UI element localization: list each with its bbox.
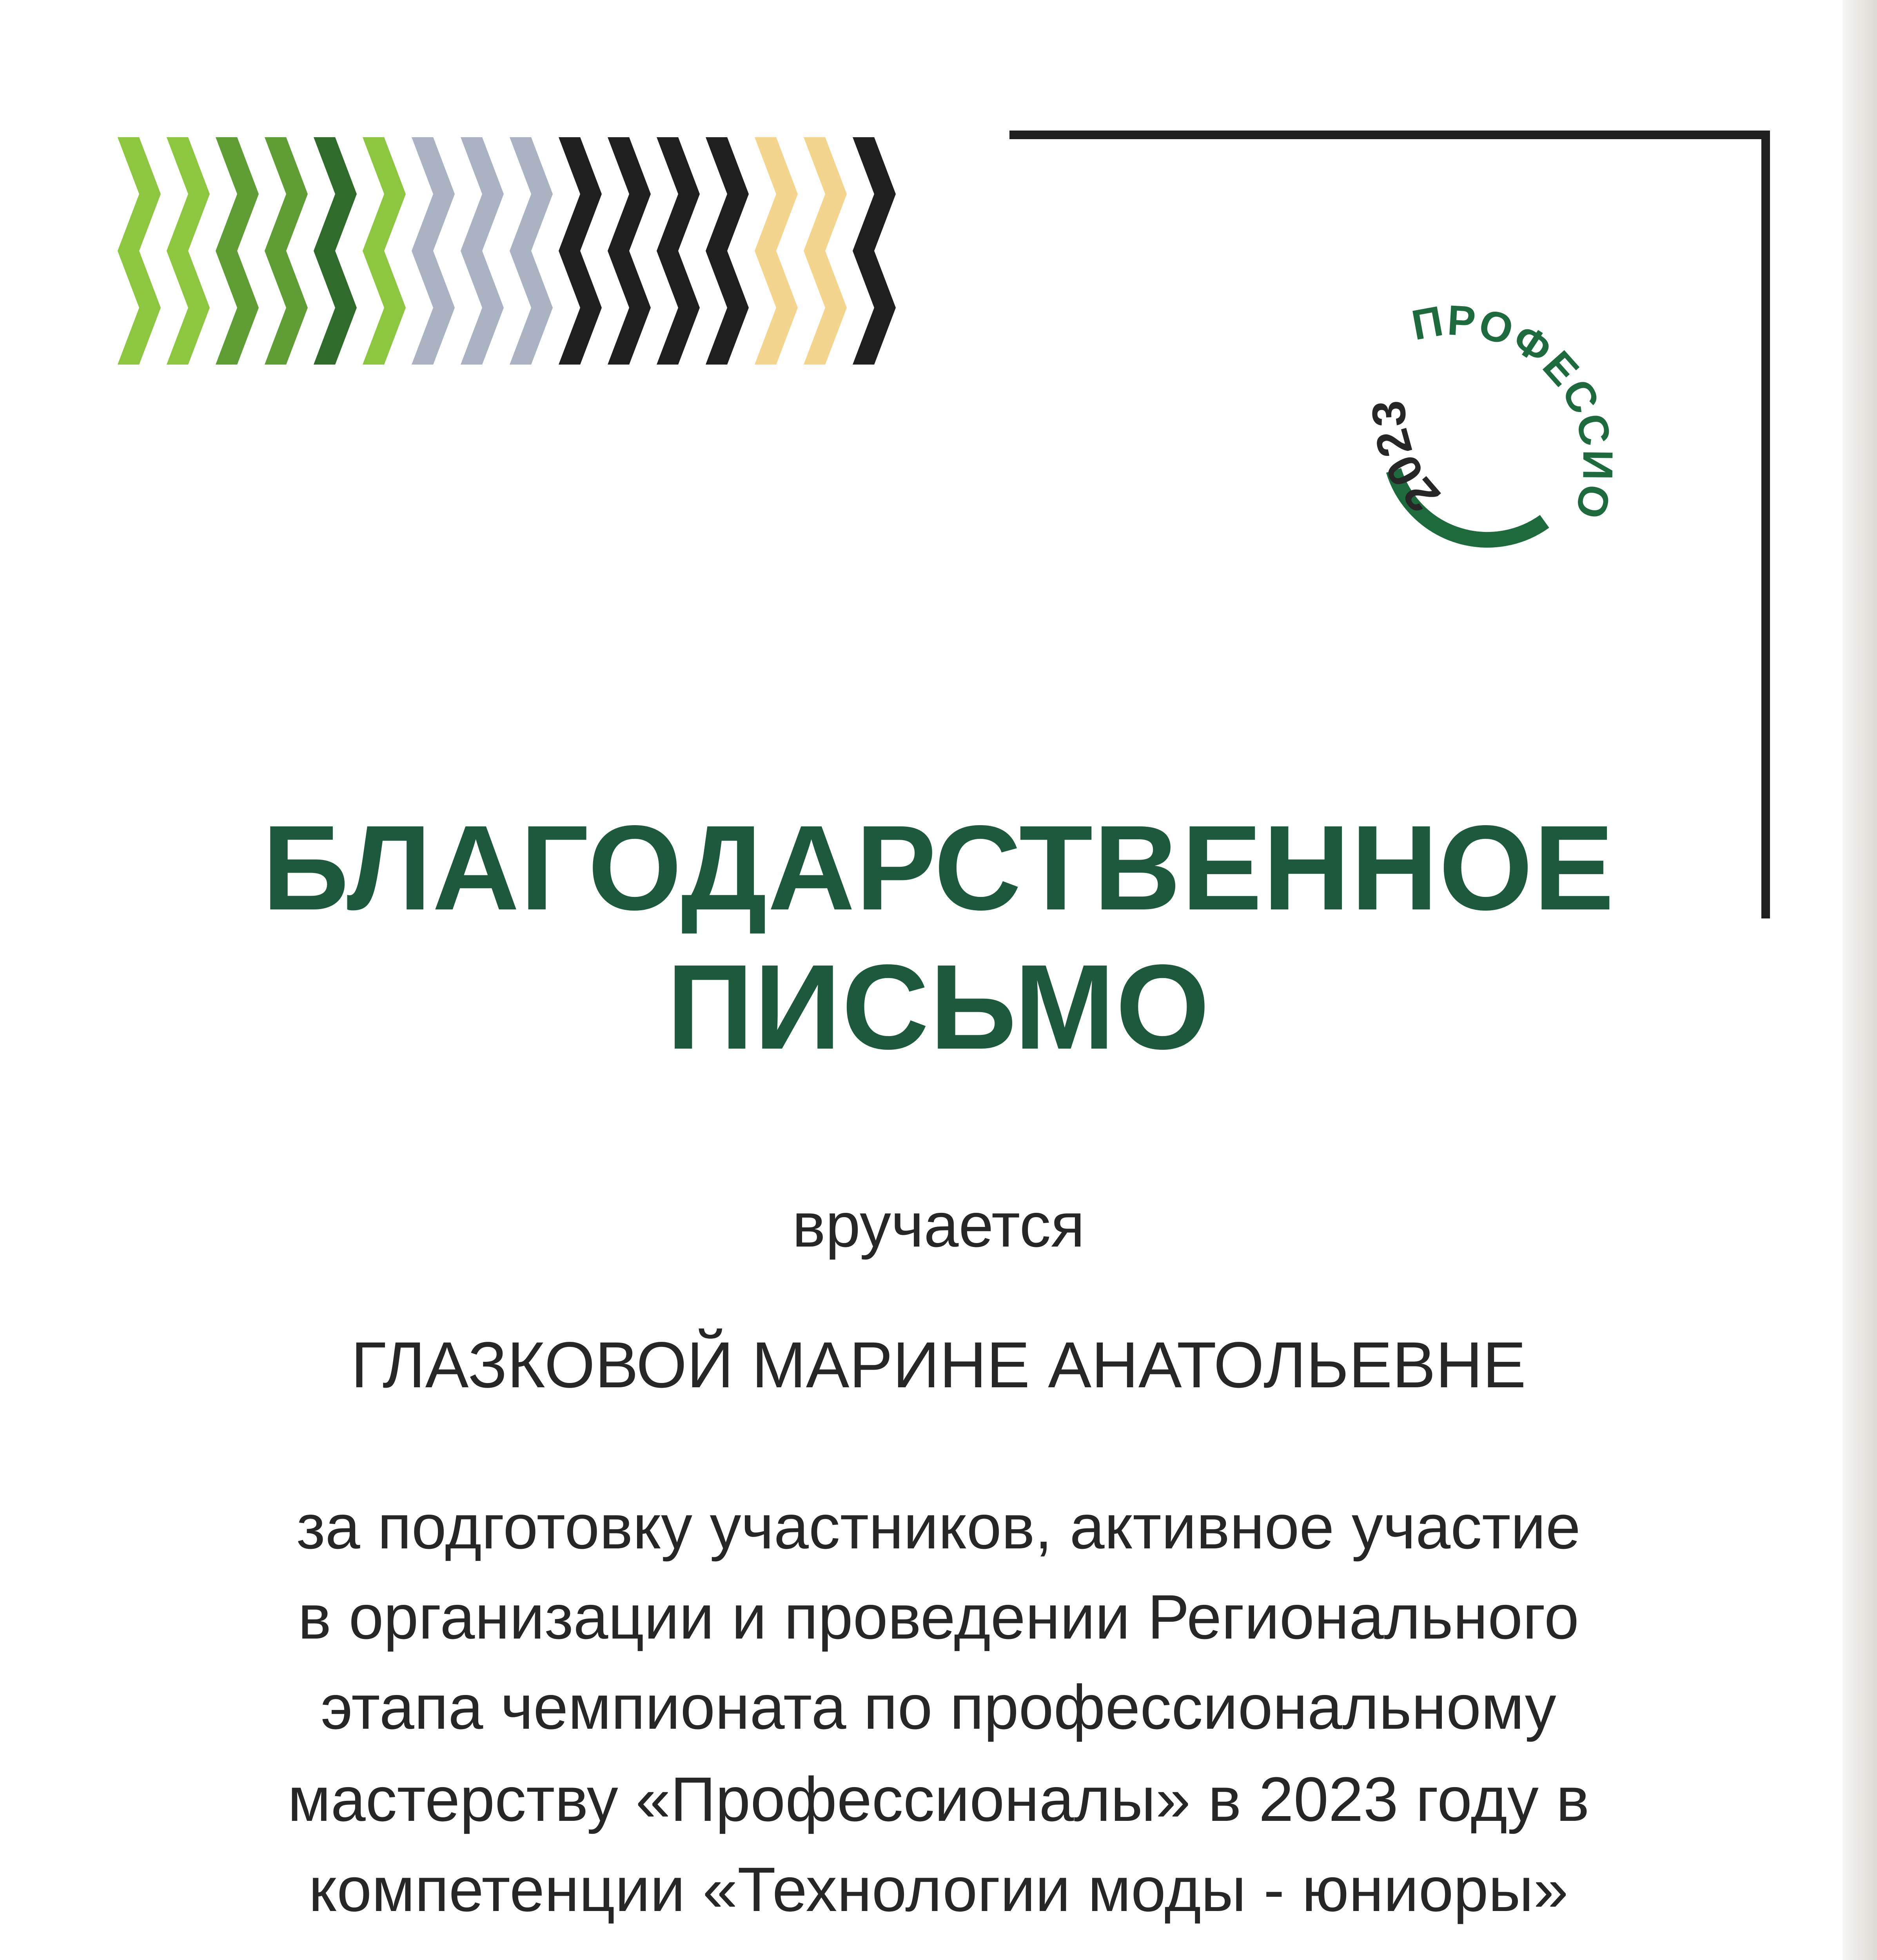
chevron-mark — [608, 137, 651, 251]
frame-top-right-horizontal — [1009, 131, 1770, 139]
recipient-name: ГЛАЗКОВОЙ МАРИНЕ АНАТОЛЬЕВНЕ — [351, 1329, 1526, 1401]
chevron-mark — [461, 137, 504, 251]
chevron-mark — [804, 137, 847, 251]
reason-line: компетенции «Технологии моды - юниоры» — [309, 1854, 1568, 1924]
document-title-line1: БЛАГОДАРСТВЕННОЕ — [262, 800, 1615, 935]
chevron-mark — [706, 251, 749, 365]
chevron-mark — [314, 137, 357, 251]
chevron-mark — [804, 251, 847, 365]
chevron-mark — [118, 251, 161, 365]
chevron-mark — [412, 251, 455, 365]
chevron-mark — [559, 137, 602, 251]
chevron-mark — [853, 251, 896, 365]
professionals-2023-logo — [1325, 251, 1646, 572]
chevron-mark — [216, 251, 259, 365]
chevron-mark — [363, 137, 406, 251]
chevron-mark — [755, 137, 798, 251]
top-chevron-band-icon — [118, 137, 909, 365]
chevron-mark — [167, 137, 210, 251]
chevron-mark — [608, 251, 651, 365]
chevron-mark — [510, 251, 553, 365]
chevron-mark — [755, 251, 798, 365]
document-title-line2: ПИСЬМО — [666, 940, 1211, 1074]
frame-top-right-vertical — [1761, 131, 1770, 918]
chevron-mark — [657, 137, 700, 251]
chevron-mark — [363, 251, 406, 365]
chevron-mark — [167, 251, 210, 365]
chevron-mark — [706, 137, 749, 251]
reason-line: в организации и проведении Регионального — [298, 1582, 1579, 1652]
chevron-mark — [412, 137, 455, 251]
reason-line: мастерству «Профессионалы» в 2023 году в — [287, 1764, 1590, 1834]
reason-line: этапа чемпионата по профессиональному — [321, 1672, 1556, 1742]
chevron-mark — [314, 251, 357, 365]
chevron-mark — [265, 251, 308, 365]
awarded-label: вручается — [792, 1190, 1085, 1260]
chevron-mark — [657, 251, 700, 365]
chevron-mark — [559, 251, 602, 365]
chevron-mark — [510, 137, 553, 251]
chevron-mark — [216, 137, 259, 251]
chevron-mark — [461, 251, 504, 365]
logo-brand: ПРОФЕССИО — [1408, 296, 1622, 525]
chevron-mark — [853, 137, 896, 251]
chevron-mark — [118, 137, 161, 251]
chevron-mark — [265, 137, 308, 251]
reason-line: за подготовку участников, активное участие — [296, 1492, 1581, 1562]
logo-year: 2023 — [1362, 399, 1450, 522]
